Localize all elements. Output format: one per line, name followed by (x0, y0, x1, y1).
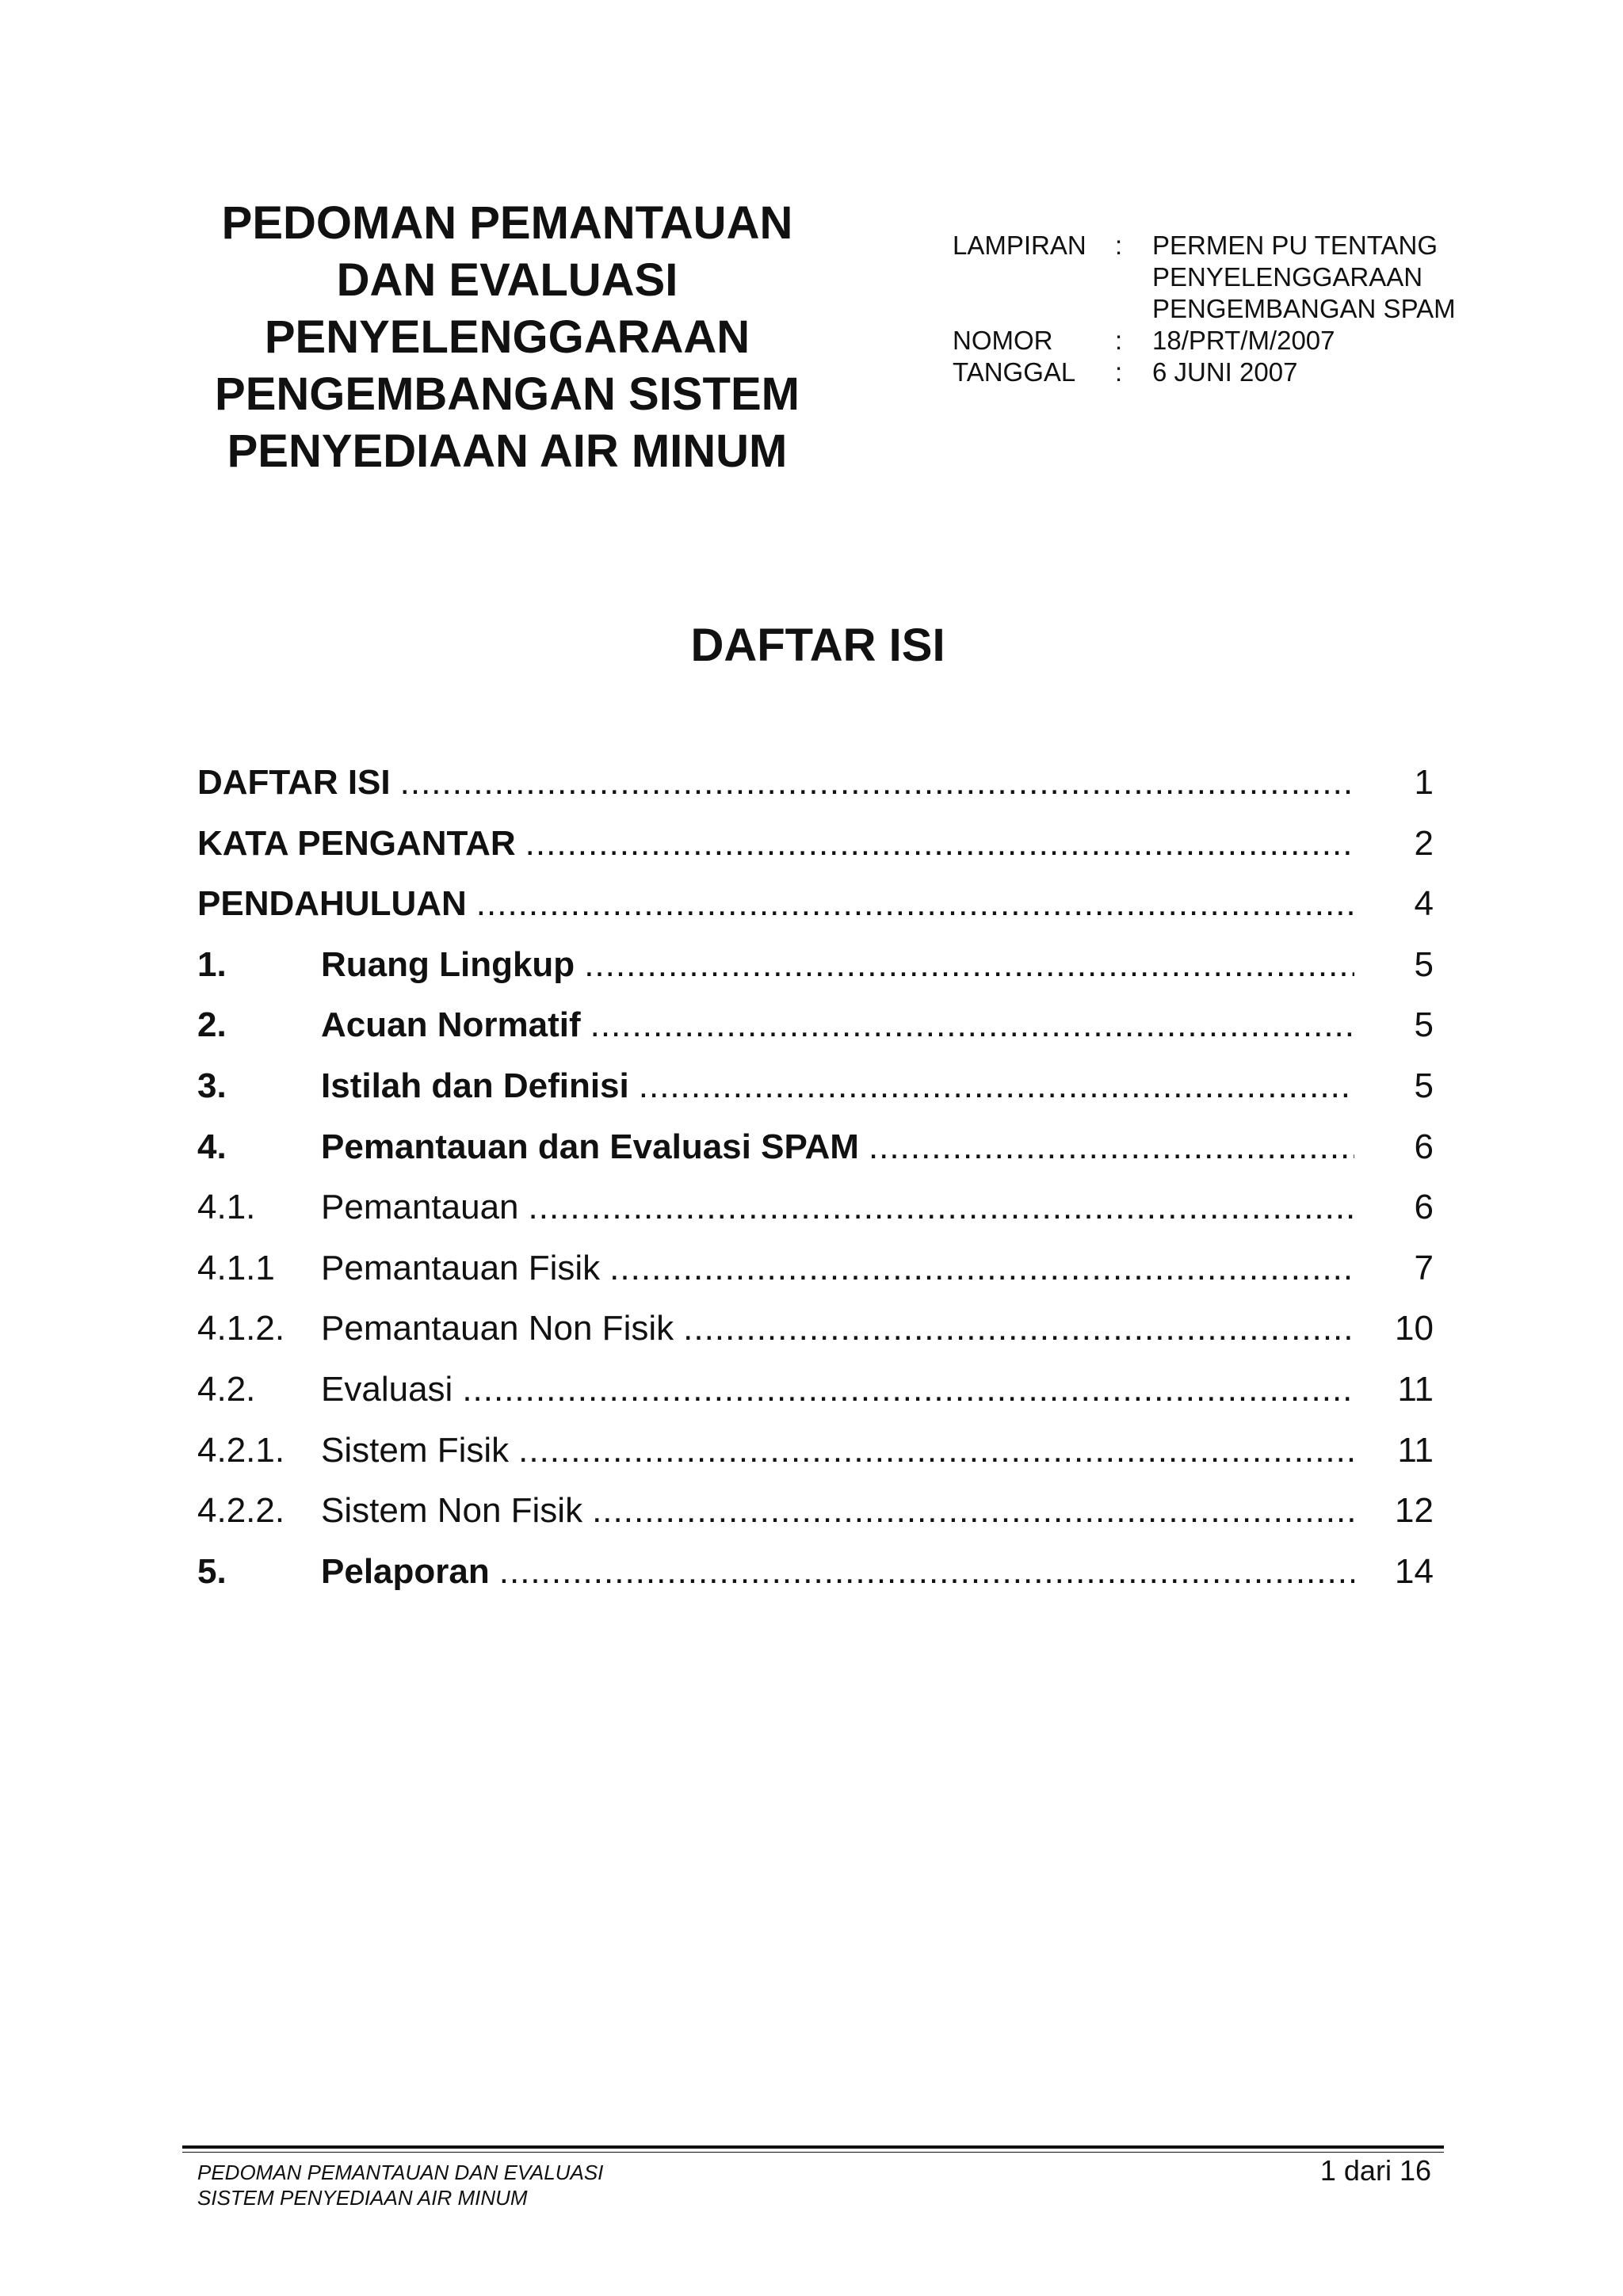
toc-entry-page: 5 (1414, 1066, 1434, 1105)
toc-entry-number: 4.2.1. (197, 1430, 285, 1470)
toc-entry-page: 2 (1414, 823, 1434, 863)
toc-entry-number: 4.2.2. (197, 1491, 285, 1531)
document-title-line: PENGEMBANGAN SISTEM (215, 368, 800, 420)
meta-row-nomor (953, 325, 1456, 357)
meta-key: NOMOR (953, 326, 1053, 355)
toc-entry-number: 5. (197, 1551, 227, 1591)
toc-entry-number: 4.1.2. (197, 1309, 285, 1348)
toc-entry[interactable] (197, 1177, 1434, 1238)
toc-entry-label: Evaluasi (321, 1369, 453, 1409)
meta-value-line: PERMEN PU TENTANG (1152, 231, 1438, 260)
toc-entry[interactable] (197, 995, 1434, 1056)
toc-leader-dots (592, 1481, 1354, 1542)
toc-leader-dots (499, 1542, 1354, 1603)
toc-entry-label: KATA PENGANTAR (197, 823, 516, 863)
meta-value (1152, 325, 1335, 357)
meta-value-line: 6 JUNI 2007 (1152, 357, 1298, 387)
meta-key: TANGGAL (953, 357, 1076, 387)
toc-leader-dots (476, 874, 1354, 935)
toc-leader-dots (869, 1117, 1354, 1178)
toc-entry[interactable] (197, 935, 1434, 996)
toc-leader-dots (609, 1238, 1354, 1299)
meta-key: LAMPIRAN (953, 231, 1086, 260)
toc-entry-label: Ruang Lingkup (321, 944, 575, 984)
toc-entry[interactable] (197, 874, 1434, 935)
document-title-line: DAN EVALUASI (336, 254, 678, 306)
toc-heading: DAFTAR ISI (690, 620, 945, 671)
toc-entry-label: Pemantauan Non Fisik (321, 1309, 674, 1348)
toc-entry-label: Pemantauan dan Evaluasi SPAM (321, 1127, 859, 1166)
toc-entry-label: Pemantauan Fisik (321, 1248, 601, 1287)
toc-entry[interactable] (197, 1360, 1434, 1421)
footer-divider (182, 2152, 1444, 2153)
document-meta (953, 230, 1456, 388)
meta-colon: : (1115, 357, 1123, 387)
toc-entry[interactable] (197, 1238, 1434, 1299)
toc-entry-page: 6 (1414, 1127, 1434, 1166)
meta-value-line: 18/PRT/M/2007 (1152, 326, 1335, 355)
toc-entry-page: 5 (1414, 1005, 1434, 1045)
toc-entry-label: Pemantauan (321, 1188, 519, 1227)
document-title-line: PEDOMAN PEMANTAUAN (221, 197, 793, 249)
document-title-line: PENYELENGGARAAN (264, 311, 750, 363)
toc-entry-page: 5 (1414, 944, 1434, 984)
table-of-contents (197, 753, 1434, 1602)
meta-colon: : (1115, 326, 1123, 355)
meta-row-tanggal (953, 357, 1456, 388)
toc-leader-dots (518, 1421, 1354, 1482)
toc-entry[interactable] (197, 1421, 1434, 1482)
document-title-line: PENYEDIAAN AIR MINUM (227, 425, 788, 477)
toc-leader-dots (525, 814, 1354, 875)
toc-entry-number: 4. (197, 1127, 227, 1166)
meta-value-line: PENGEMBANGAN SPAM (1152, 294, 1456, 323)
toc-entry-page: 4 (1414, 884, 1434, 924)
page-indicator: 1 dari 16 (1319, 2154, 1431, 2187)
toc-entry-number: 4.2. (197, 1369, 256, 1409)
toc-entry[interactable] (197, 1542, 1434, 1603)
toc-entry-label: DAFTAR ISI (197, 763, 391, 802)
toc-entry[interactable] (197, 1299, 1434, 1360)
toc-entry-number: 4.1.1 (197, 1248, 275, 1287)
toc-entry[interactable] (197, 814, 1434, 875)
toc-entry-page: 11 (1397, 1369, 1434, 1409)
toc-entry-number: 2. (197, 1005, 227, 1045)
toc-entry-page: 6 (1414, 1188, 1434, 1227)
toc-leader-dots (529, 1177, 1354, 1238)
toc-entry-page: 1 (1414, 763, 1434, 802)
toc-entry-page: 12 (1395, 1491, 1434, 1531)
meta-value (1152, 230, 1456, 325)
meta-row-lampiran (953, 230, 1456, 325)
toc-entry[interactable] (197, 1056, 1434, 1117)
toc-entry-page: 7 (1414, 1248, 1434, 1287)
toc-entry-label: Sistem Non Fisik (321, 1491, 583, 1531)
document-title (158, 195, 856, 480)
footer-line: PEDOMAN PEMANTAUAN DAN EVALUASI (197, 2161, 604, 2184)
toc-leader-dots (462, 1360, 1354, 1421)
toc-leader-dots (639, 1056, 1354, 1117)
meta-value (1152, 357, 1297, 388)
toc-entry-page: 11 (1397, 1430, 1434, 1470)
footer-divider (182, 2145, 1444, 2149)
meta-colon: : (1115, 231, 1123, 260)
toc-leader-dots (584, 935, 1354, 996)
meta-value-line: PENYELENGGARAAN (1152, 262, 1423, 292)
toc-leader-dots (400, 753, 1354, 814)
toc-entry-label: Acuan Normatif (321, 1005, 581, 1045)
toc-entry-label: Sistem Fisik (321, 1430, 510, 1470)
toc-entry[interactable] (197, 1117, 1434, 1178)
toc-entry-page: 14 (1395, 1551, 1434, 1591)
toc-entry[interactable] (197, 1481, 1434, 1542)
toc-entry-page: 10 (1395, 1309, 1434, 1348)
footer-document-name (197, 2160, 603, 2210)
toc-entry-label: Pelaporan (321, 1551, 490, 1591)
toc-entry-label: PENDAHULUAN (197, 884, 467, 924)
toc-entry[interactable] (197, 753, 1434, 814)
toc-leader-dots (683, 1299, 1354, 1360)
toc-entry-number: 4.1. (197, 1188, 256, 1227)
toc-entry-number: 1. (197, 944, 227, 984)
footer-line: SISTEM PENYEDIAAN AIR MINUM (197, 2186, 528, 2210)
toc-entry-number: 3. (197, 1066, 227, 1105)
toc-entry-label: Istilah dan Definisi (321, 1066, 629, 1105)
toc-leader-dots (590, 995, 1354, 1056)
